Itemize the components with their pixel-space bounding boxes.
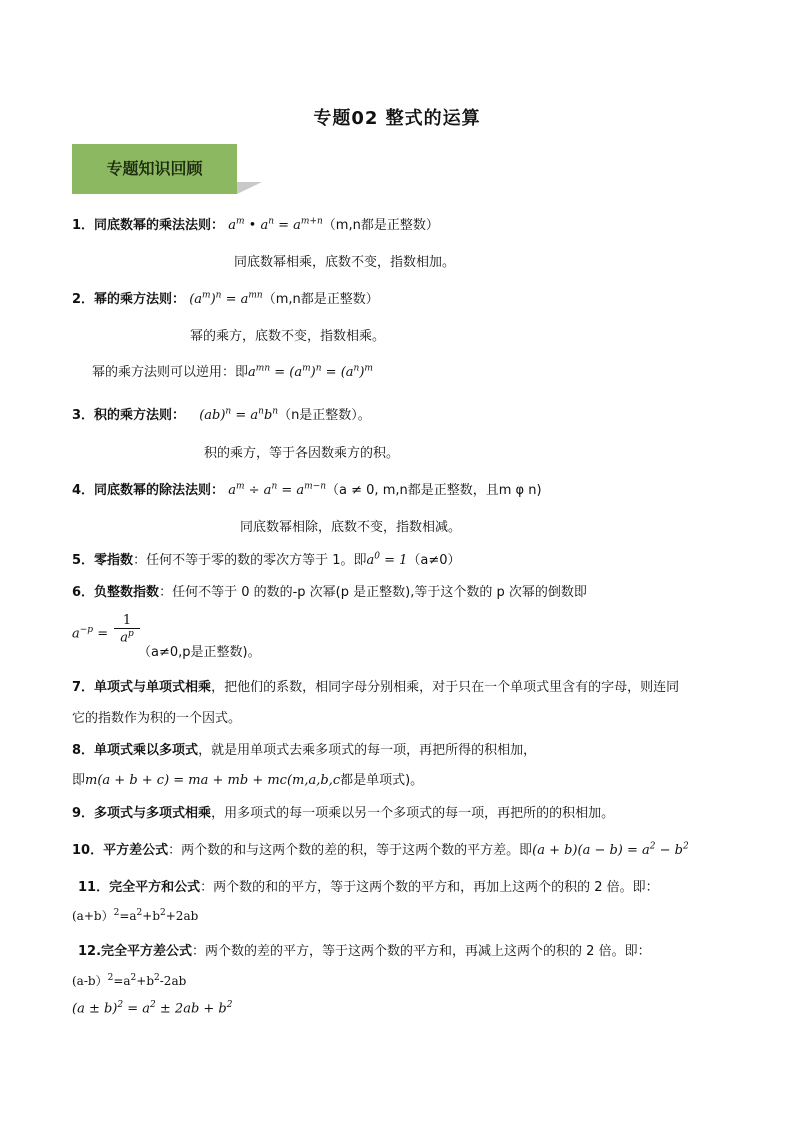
rule-7 <box>72 676 679 695</box>
rule-12-formula: $(a-b)^2=a^2+b^2-2ab$ <box>72 973 187 988</box>
rule-2 <box>72 288 379 307</box>
rule-10 <box>72 839 689 858</box>
rule-12 <box>78 940 651 959</box>
rule-11-formula: $(a+b)^2=a^2+b^2+2ab$ <box>72 908 199 923</box>
rule-1-description: 同底数幂相乘，底数不变，指数相加。 <box>234 255 456 270</box>
rule-1 <box>72 214 439 233</box>
rule-12-combined-formula: $(a \pm b)^2 = a^2 \pm 2ab + b^2$ <box>72 1000 233 1017</box>
rule-heading: 平方差公式 <box>103 843 169 858</box>
rule-3 <box>72 404 371 423</box>
rule-number: 5． <box>72 553 95 568</box>
rule-11 <box>78 876 659 895</box>
rule-9 <box>72 802 614 821</box>
fraction-left: $a^{-p}$ = <box>72 625 109 642</box>
rule-heading: 零指数 <box>94 553 134 568</box>
rule-condition: （a ≠ 0, m,n都是正整数，且m φ n) <box>326 483 542 498</box>
rule-heading: 单项式乘以多项式 <box>94 743 199 758</box>
rule-text: ：任何不等于 0 的数的-p 次幂(p 是正整数),等于这个数的 p 次幂的倒数即 <box>159 585 587 600</box>
rule-text: ：两个数的差的平方，等于这两个数的平方和，再减上这两个的积的 2 倍。即： <box>192 944 651 959</box>
rule-3-description: 积的乘方，等于各因数乘方的积。 <box>204 446 400 461</box>
rule-2-description: 幂的乘方，底数不变，指数相乘。 <box>190 329 386 344</box>
rule-number: 10． <box>72 843 104 858</box>
rule-text: ：两个数的和的平方，等于这两个数的平方和，再加上这两个的积的 2 倍。即： <box>200 880 659 895</box>
banner-label: 专题知识回顾 <box>106 159 203 178</box>
rule-text: ：两个数的和与这两个数的差的积，等于这两个数的平方差。即 <box>168 843 533 858</box>
rule-number: 3． <box>72 408 95 423</box>
rule-heading: 负整数指数 <box>94 585 160 600</box>
rule-8-formula <box>72 769 423 788</box>
rule-number: 11． <box>78 880 110 895</box>
rule-number: 1． <box>72 218 95 233</box>
fraction <box>114 613 140 645</box>
fraction-numerator: 1 <box>122 613 132 628</box>
rule-heading: 完全平方和公式 <box>109 880 201 895</box>
rule-heading: 完全平方差公式 <box>101 944 193 959</box>
rule-text: ，就是用单项式去乘多项式的每一项，再把所得的积相加， <box>198 743 537 758</box>
rule-formula: $a^m \div a^n = a^{m-n}$ <box>228 481 327 498</box>
rule-formula: $(ab)^n = a^nb^n$ <box>199 406 279 423</box>
rule-6 <box>72 581 587 600</box>
rule-number: 6． <box>72 585 95 600</box>
rule-5 <box>72 549 461 568</box>
rule-number: 7． <box>72 680 95 695</box>
rule-text: ，把他们的系数，相同字母分别相乘，对于只在一个单项式里含有的字母，则连同 <box>211 680 680 695</box>
rule-text: ，用多项式的每一项乘以另一个多项式的每一项，再把所的的积相加。 <box>211 806 615 821</box>
rule-formula: m(a + b + c) = ma + mb + mc(m,a,b,c <box>85 773 341 788</box>
rule-2-inverse <box>92 361 373 380</box>
rule-condition: （m,n都是正整数） <box>322 218 439 233</box>
rule-number: 2． <box>72 292 95 307</box>
rule-formula: $(a^m)^n = a^{mn}$ <box>189 290 263 307</box>
fraction-denominator: $a^p$ <box>120 629 134 646</box>
rule-8 <box>72 739 536 758</box>
rule-number: 9． <box>72 806 95 821</box>
formula-suffix: 都是单项式)。 <box>340 773 424 788</box>
rule-heading: 同底数幂的乘法法则： <box>94 218 225 233</box>
rule-text: ：任何不等于零的数的零次方等于 1。即 <box>133 553 367 568</box>
rule-number: 4． <box>72 483 95 498</box>
formula-prefix: 即 <box>72 773 86 788</box>
rule-4-description: 同底数幂相除，底数不变，指数相减。 <box>240 520 462 535</box>
rule-7-continued: 它的指数作为积的一个因式。 <box>72 711 242 726</box>
inverse-formula: $a^{mn} = (a^m)^n = (a^n)^m$ <box>248 363 373 380</box>
rule-number: 12. <box>78 944 102 959</box>
rule-heading: 幂的乘方法则： <box>94 292 186 307</box>
rule-number: 8． <box>72 743 95 758</box>
rule-condition: （n是正整数）。 <box>278 408 371 423</box>
rule-heading: 多项式与多项式相乘 <box>94 806 212 821</box>
rule-condition: （m,n都是正整数） <box>262 292 379 307</box>
rule-4 <box>72 479 542 498</box>
rule-heading: 单项式与单项式相乘 <box>94 680 212 695</box>
rule-condition: （a≠0） <box>407 553 461 568</box>
rule-condition: （a≠0,p是正整数)。 <box>138 645 261 660</box>
page-title: 专题02 整式的运算 <box>313 108 481 129</box>
inverse-label: 幂的乘方法则可以逆用：即 <box>92 365 249 380</box>
rule-formula: $a^0 = 1$ <box>366 551 408 568</box>
section-banner <box>72 144 237 194</box>
rule-heading: 积的乘方法则： <box>94 408 186 423</box>
rule-formula: $(a + b)(a - b) = a^2 - b^2$ <box>532 841 689 858</box>
rule-formula: $a^m$ • $a^n = a^{m+n}$ <box>228 216 323 233</box>
rule-heading: 同底数幂的除法法则： <box>94 483 225 498</box>
